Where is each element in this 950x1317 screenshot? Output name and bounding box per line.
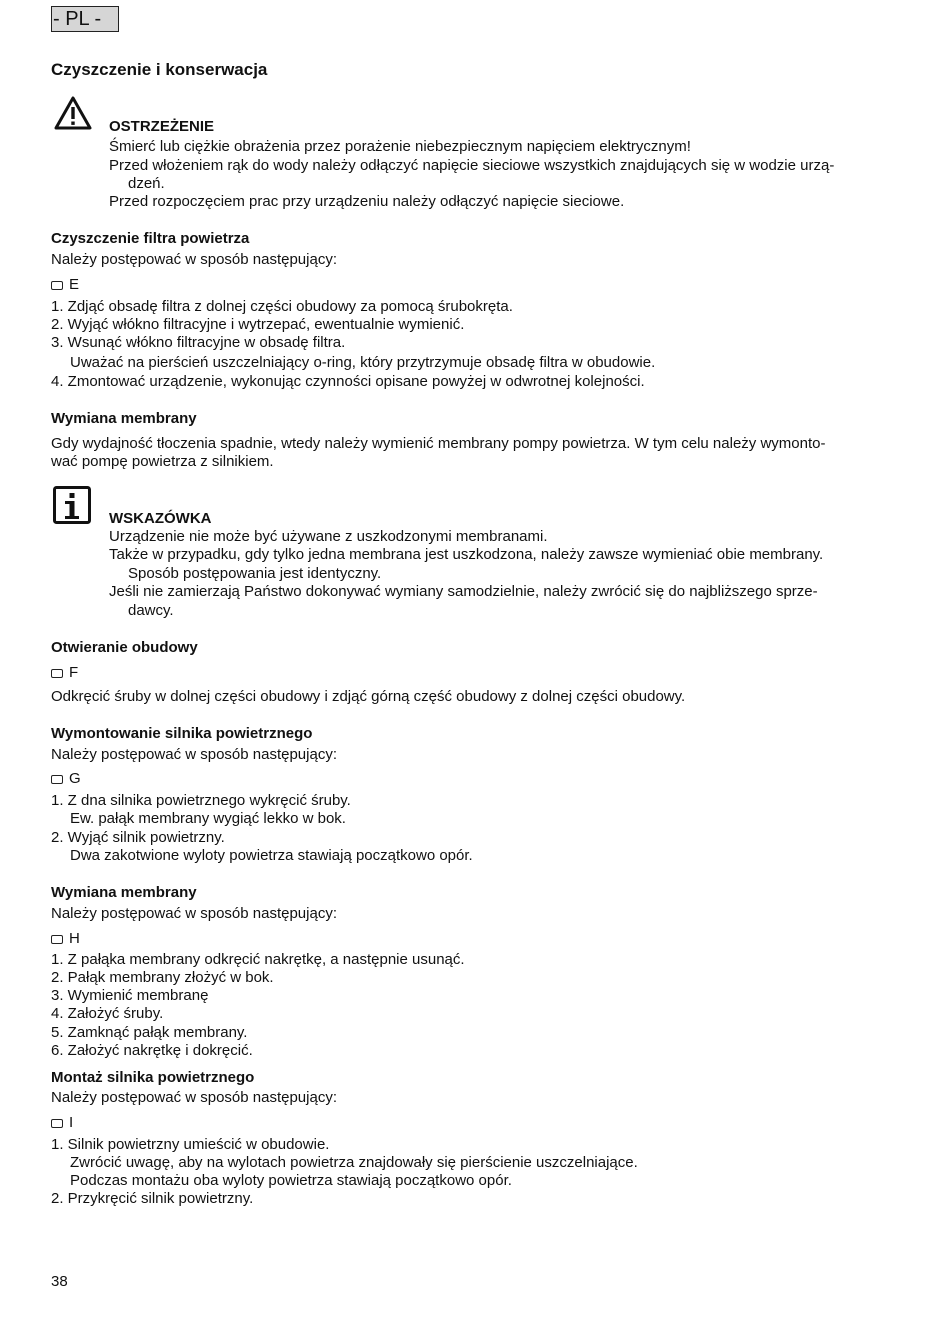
- filter-step: 1. Zdjąć obsadę filtra z dolnej części obudowy za pomocą śrubokręta.: [51, 298, 513, 315]
- motor-removal-step-note: Ew. pałąk membrany wygiąć lekko w bok.: [70, 810, 346, 827]
- membrane-intro-line: wać pompę powietrza z silnikiem.: [51, 453, 274, 470]
- note-line: Jeśli nie zamierzają Państwo dokonywać wymiany samodzielnie, należy zwrócić się do najbliższego sprze-: [109, 583, 818, 600]
- note-line: dawcy.: [128, 602, 174, 619]
- membrane-replace-step: 5. Zamknąć pałąk membrany.: [51, 1024, 248, 1041]
- figure-ref-icon: [51, 281, 63, 290]
- section-heading-motor-mount: Montaż silnika powietrznego: [51, 1069, 255, 1086]
- filter-intro: Należy postępować w sposób następujący:: [51, 251, 337, 268]
- figure-ref-e: [51, 276, 79, 294]
- membrane-replace-intro: Należy postępować w sposób następujący:: [51, 905, 337, 922]
- page-number: 38: [51, 1273, 68, 1290]
- opening-text: Odkręcić śruby w dolnej części obudowy i zdjąć górną część obudowy z dolnej części obudowy.: [51, 688, 686, 705]
- figure-ref-label: E: [69, 276, 80, 293]
- motor-mount-step-note: Podczas montażu oba wyloty powietrza stawiają początkowo opór.: [70, 1172, 512, 1189]
- membrane-replace-step: 1. Z pałąka membrany odkręcić nakrętkę, a następnie usunąć.: [51, 951, 465, 968]
- membrane-replace-step: 3. Wymienić membranę: [51, 987, 209, 1004]
- warning-line: Przed włożeniem rąk do wody należy odłączyć napięcie sieciowe wszystkich znajdujących się w wodzie urzą-: [109, 157, 835, 174]
- filter-step: 2. Wyjąć włókno filtracyjne i wytrzepać, ewentualnie wymienić.: [51, 316, 465, 333]
- motor-mount-step: 2. Przykręcić silnik powietrzny.: [51, 1190, 254, 1207]
- warning-line: Śmierć lub ciężkie obrażenia przez porażenie niebezpiecznym napięciem elektrycznym!: [109, 138, 691, 155]
- filter-step: 3. Wsunąć włókno filtracyjne w obsadę filtra.: [51, 334, 346, 351]
- motor-mount-step: 1. Silnik powietrzny umieścić w obudowie.: [51, 1136, 330, 1153]
- membrane-replace-step: 2. Pałąk membrany złożyć w bok.: [51, 969, 274, 986]
- figure-ref-h: [51, 930, 80, 948]
- note-line: Także w przypadku, gdy tylko jedna membrana jest uszkodzona, należy zawsze wymieniać obie membrany.: [109, 546, 824, 563]
- figure-ref-icon: [51, 669, 63, 678]
- figure-ref-i: [51, 1114, 73, 1132]
- motor-removal-step: 2. Wyjąć silnik powietrzny.: [51, 829, 225, 846]
- note-title: WSKAZÓWKA: [109, 510, 212, 527]
- note-line: Urządzenie nie może być używane z uszkodzonymi membranami.: [109, 528, 548, 545]
- motor-mount-intro: Należy postępować w sposób następujący:: [51, 1089, 337, 1106]
- figure-ref-label: F: [69, 664, 79, 681]
- figure-ref-label: H: [69, 930, 80, 947]
- section-heading-membrane-replace: Wymiana membrany: [51, 884, 197, 901]
- motor-removal-step-note: Dwa zakotwione wyloty powietrza stawiają początkowo opór.: [70, 847, 473, 864]
- section-heading-motor-removal: Wymontowanie silnika powietrznego: [51, 725, 313, 742]
- info-icon: [53, 486, 91, 524]
- filter-step-note: Uważać na pierścień uszczelniający o-ring, który przytrzymuje obsadę filtra w obudowie.: [70, 354, 656, 371]
- membrane-replace-step: 6. Założyć nakrętkę i dokręcić.: [51, 1042, 253, 1059]
- motor-removal-intro: Należy postępować w sposób następujący:: [51, 746, 337, 763]
- language-tag: - PL -: [51, 6, 119, 32]
- figure-ref-label: I: [69, 1114, 74, 1131]
- motor-removal-step: 1. Z dna silnika powietrznego wykręcić śruby.: [51, 792, 351, 809]
- membrane-intro-line: Gdy wydajność tłoczenia spadnie, wtedy należy wymienić membrany pompy powietrza. W tym celu należy wymonto-: [51, 435, 826, 452]
- filter-step: 4. Zmontować urządzenie, wykonując czynności opisane powyżej w odwrotnej kolejności.: [51, 373, 645, 390]
- figure-ref-icon: [51, 1119, 63, 1128]
- motor-mount-step-note: Zwrócić uwagę, aby na wylotach powietrza znajdowały się pierścienie uszczelniające.: [70, 1154, 638, 1171]
- section-heading-filter: Czyszczenie filtra powietrza: [51, 230, 250, 247]
- membrane-replace-step: 4. Założyć śruby.: [51, 1005, 164, 1022]
- warning-line: dzeń.: [128, 175, 165, 192]
- figure-ref-icon: [51, 775, 63, 784]
- warning-triangle-icon: [53, 95, 93, 131]
- section-heading-opening: Otwieranie obudowy: [51, 639, 198, 656]
- warning-line: Przed rozpoczęciem prac przy urządzeniu należy odłączyć napięcie sieciowe.: [109, 193, 625, 210]
- section-heading-membrane: Wymiana membrany: [51, 410, 197, 427]
- note-line: Sposób postępowania jest identyczny.: [128, 565, 382, 582]
- figure-ref-icon: [51, 935, 63, 944]
- warning-title: OSTRZEŻENIE: [109, 118, 215, 135]
- figure-ref-g: [51, 770, 81, 788]
- figure-ref-label: G: [69, 770, 81, 787]
- page-title: Czyszczenie i konserwacja: [51, 60, 268, 79]
- figure-ref-f: [51, 664, 78, 682]
